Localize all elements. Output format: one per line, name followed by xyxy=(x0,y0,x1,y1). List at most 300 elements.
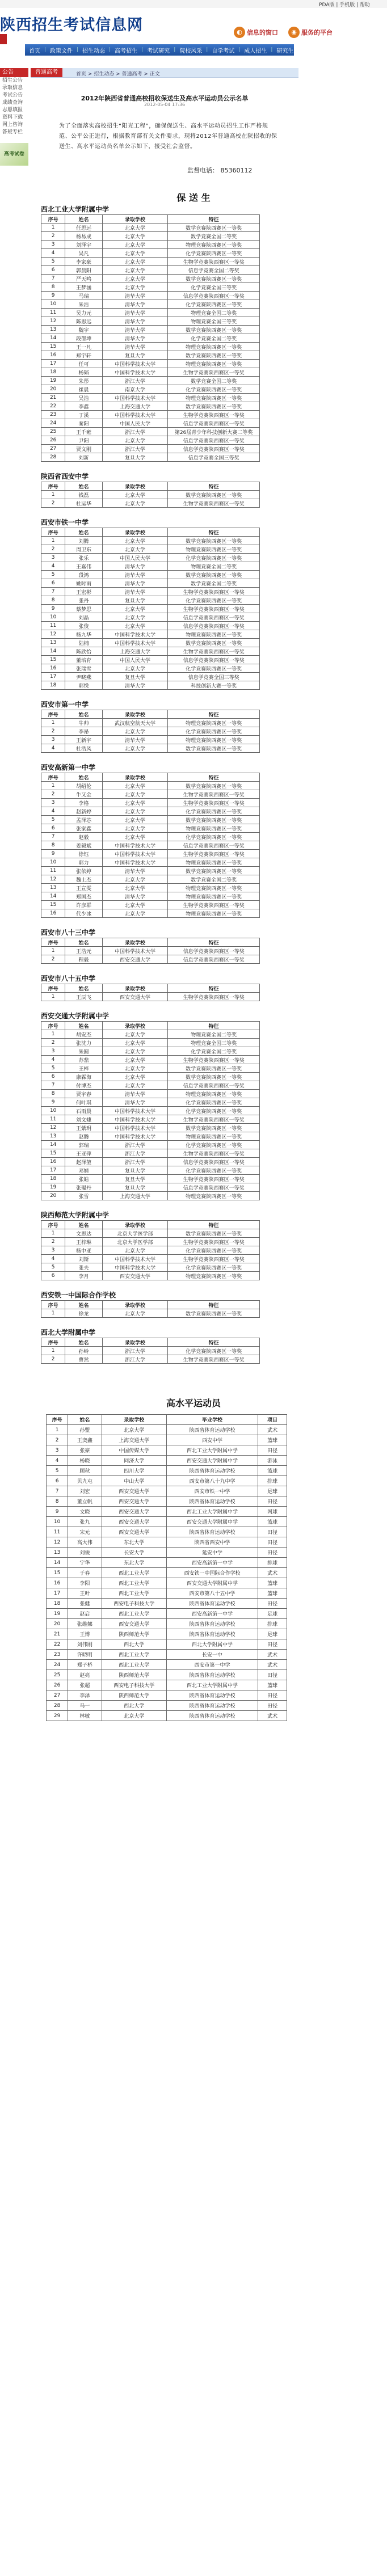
data-table xyxy=(41,1021,260,1200)
table-cell: 2 xyxy=(41,790,65,799)
table-cell: 田径 xyxy=(258,1639,287,1650)
table-cell: 1 xyxy=(41,719,65,727)
table-cell: 信息学竞赛陕西赛区一等奖 xyxy=(168,292,260,300)
table-cell: 复旦大学 xyxy=(102,453,168,462)
table-cell: 田径 xyxy=(258,1690,287,1701)
table-cell: 清华大学 xyxy=(102,588,168,596)
table-cell: 信息学竞赛陕西赛区一等奖 xyxy=(168,622,260,630)
table-row xyxy=(41,673,260,681)
column-header: 录取学校 xyxy=(102,938,168,947)
table-cell: 北京大学 xyxy=(102,816,168,824)
table-cell: 胡绍伦 xyxy=(65,782,102,790)
table-cell: 延安中学 xyxy=(166,1548,258,1558)
table-cell: 王千雍 xyxy=(65,428,102,436)
table-cell: 中国科学技术大学 xyxy=(102,1132,168,1141)
table-cell: 中国科学技术大学 xyxy=(102,639,168,647)
table-cell: 西安市铁一中学 xyxy=(166,1486,258,1496)
table-row xyxy=(41,266,260,275)
table-cell: 西安交通大学附属中学 xyxy=(166,1517,258,1527)
table-cell: 物理竞赛全国三等奖 xyxy=(168,317,260,326)
nav-item[interactable]: 研究生 xyxy=(276,48,294,54)
table-cell: 化学竞赛陕西赛区一等奖 xyxy=(168,554,260,562)
table-cell: 西北大学 xyxy=(102,1639,166,1650)
site-logo-title[interactable]: 陕西招生考试信息网 xyxy=(0,16,143,34)
table-row xyxy=(41,909,260,918)
table-row xyxy=(41,579,260,588)
table-cell: 西北工业大学 xyxy=(102,1578,166,1588)
table-cell: 14 xyxy=(41,1141,65,1149)
table-cell: 数学竞赛陕西赛区一等奖 xyxy=(168,1229,260,1238)
table-cell: 26 xyxy=(47,1680,68,1690)
table-cell: 张九 xyxy=(68,1517,102,1527)
content-tab[interactable]: 普通高考 xyxy=(31,68,62,77)
table-cell: 生物学竞赛陕西赛区一等奖 xyxy=(168,1115,260,1124)
table-cell: 北京大学 xyxy=(102,1056,168,1064)
nav-item[interactable]: 高考招生 xyxy=(115,48,138,54)
table-cell: 王紫玥 xyxy=(65,1124,102,1132)
sidebar-item[interactable]: 成绩查询 xyxy=(2,100,23,106)
table-row xyxy=(41,411,260,419)
table-cell: 北京大学 xyxy=(102,833,168,841)
table-row xyxy=(41,605,260,613)
table-cell: 上海交通大学 xyxy=(102,1435,166,1445)
table-cell: 刘腾 xyxy=(65,537,102,545)
table-cell: 张家鑫 xyxy=(65,824,102,833)
table-cell: 复旦大学 xyxy=(102,1183,168,1192)
column-header: 序号 xyxy=(41,1022,65,1030)
table-row xyxy=(41,1030,260,1039)
nav-item[interactable]: 成人招生 xyxy=(244,48,267,54)
table-cell: 浙江大学 xyxy=(102,377,168,385)
table-cell: 许晓明 xyxy=(68,1650,102,1660)
table-cell: 物理竞赛全国二等奖 xyxy=(168,1030,260,1039)
table-cell: 6 xyxy=(41,266,65,275)
table-cell: 物理竞赛陕西赛区一等奖 xyxy=(168,719,260,727)
table-cell: 生物学竞赛陕西赛区一等奖 xyxy=(168,605,260,613)
table-cell: 浙江大学 xyxy=(102,1141,168,1149)
table-cell: 苏鼎 xyxy=(65,1056,102,1064)
table-cell: 陈思远 xyxy=(65,317,102,326)
table-cell: 西安交通大学 xyxy=(102,1486,166,1496)
table-row xyxy=(47,1568,287,1578)
article-title: 2012年陕西省普通高校招收保送生及高水平运动员公示名单 xyxy=(81,95,249,102)
table-cell: 清华大学 xyxy=(102,562,168,571)
table-cell: 浙江大学 xyxy=(102,1355,168,1364)
table-cell: 西北工业大学 xyxy=(102,1588,166,1599)
table-row xyxy=(41,744,260,753)
column-header: 序号 xyxy=(41,215,65,224)
table-row xyxy=(41,1192,260,1200)
table-row xyxy=(41,1255,260,1263)
sidebar-list xyxy=(0,77,28,136)
table-cell: 生物学竞赛陕西赛区一等奖 xyxy=(168,368,260,377)
content-header xyxy=(31,68,298,78)
table-cell: 9 xyxy=(47,1507,68,1517)
slogan-window-text: 信息的窗口 xyxy=(247,29,278,36)
table-row xyxy=(41,841,260,850)
table-cell: 物理竞赛全国二等奖 xyxy=(168,562,260,571)
table-cell: 张依婷 xyxy=(65,867,102,875)
table-cell: 18 xyxy=(41,368,65,377)
table-cell: 17 xyxy=(41,360,65,368)
table-cell: 于春 xyxy=(68,1568,102,1578)
sidebar xyxy=(0,68,28,166)
table-cell: 生物学竞赛陕西赛区一等奖 xyxy=(168,993,260,1001)
table-cell: 郑国杰 xyxy=(65,892,102,901)
table-cell: 4 xyxy=(41,562,65,571)
table-row xyxy=(47,1588,287,1599)
data-table xyxy=(41,1220,260,1280)
table-cell: 8 xyxy=(41,1090,65,1098)
column-header: 录取学校 xyxy=(102,528,168,537)
table-cell: 徐龙 xyxy=(65,1309,102,1318)
table-cell: 贝九屯 xyxy=(68,1476,102,1486)
column-header: 姓名 xyxy=(65,710,102,719)
table-cell: 李家豪 xyxy=(65,258,102,266)
table-cell: 北京大学 xyxy=(102,1030,168,1039)
table-cell: 篮球 xyxy=(258,1578,287,1588)
table-cell: 丁溪 xyxy=(65,411,102,419)
table-cell: 西安电子科技大学 xyxy=(102,1599,166,1609)
table-cell: 贾宇春 xyxy=(65,1090,102,1098)
table-row xyxy=(41,1039,260,1047)
school-title: 西北大学附属中学 xyxy=(41,1329,96,1337)
table-row xyxy=(41,428,260,436)
table-cell: 18 xyxy=(41,681,65,690)
sidebar-item[interactable]: 志愿填报 xyxy=(2,107,23,113)
table-row xyxy=(41,901,260,909)
table-row xyxy=(47,1680,287,1690)
sidebar-item[interactable]: 招生公告 xyxy=(2,78,23,83)
table-cell: 西安市第八十五中学 xyxy=(166,1588,258,1599)
table-cell: 西安交通大学附属中学 xyxy=(166,1456,258,1466)
nav-item[interactable]: 政策文件 xyxy=(50,48,73,54)
sidebar-header: 公告 xyxy=(0,68,28,77)
table-cell: 物理竞赛陕西赛区一等奖 xyxy=(168,360,260,368)
table-cell: 浙江大学 xyxy=(102,428,168,436)
table-cell: 胡安杰 xyxy=(65,1030,102,1039)
table-cell: 16 xyxy=(41,664,65,673)
table-cell: 魏宇 xyxy=(65,326,102,334)
school-title: 陕西省西安中学 xyxy=(41,473,89,480)
table-cell: 生物学竞赛陕西赛区一等奖 xyxy=(168,499,260,508)
data-table xyxy=(41,984,260,1001)
table-cell: 15 xyxy=(41,343,65,351)
table-cell: 物理竞赛陕西赛区一等奖 xyxy=(168,858,260,867)
table-cell: 牛又金 xyxy=(65,790,102,799)
table-row xyxy=(41,588,260,596)
table-header-row xyxy=(41,938,260,947)
table-cell: 吴力元 xyxy=(65,309,102,317)
table-cell: 北京大学 xyxy=(102,1073,168,1081)
data-table xyxy=(41,710,260,753)
table-cell: 陕西师范大学 xyxy=(102,1670,166,1680)
table-cell: 生物学竞赛陕西赛区一等奖 xyxy=(168,901,260,909)
table-cell: 姜毅斌 xyxy=(65,841,102,850)
table-cell: 信息学竞赛全国二等奖 xyxy=(168,266,260,275)
table-cell: 陕西省西安中学 xyxy=(166,1537,258,1548)
nav-item[interactable]: 自学考试 xyxy=(212,48,235,54)
table-cell: 陕西省体育运动学校 xyxy=(166,1701,258,1711)
table-row xyxy=(47,1435,287,1445)
table-cell: 物理竞赛陕西赛区一等奖 xyxy=(168,1090,260,1098)
table-cell: 杨晓 xyxy=(68,1456,102,1466)
table-cell: 科技创新大赛一等奖 xyxy=(168,681,260,690)
table-row xyxy=(47,1558,287,1568)
column-header: 姓名 xyxy=(65,1221,102,1229)
table-cell: 12 xyxy=(41,1124,65,1132)
table-cell: 化学竞赛陕西赛区一等奖 xyxy=(168,1263,260,1272)
table-cell: 清华大学 xyxy=(102,867,168,875)
table-cell: 物理竞赛陕西赛区一等奖 xyxy=(168,343,260,351)
table-cell: 12 xyxy=(41,630,65,639)
table-row xyxy=(41,639,260,647)
table-cell: 清华大学 xyxy=(102,579,168,588)
table-cell: 化学竞赛陕西赛区一等奖 xyxy=(168,385,260,394)
table-row xyxy=(41,499,260,508)
table-row xyxy=(41,816,260,824)
table-cell: 东北大学 xyxy=(102,1537,166,1548)
table-cell: 林敏 xyxy=(68,1711,102,1721)
table-cell: 5 xyxy=(41,571,65,579)
table-cell: 张瑞雪 xyxy=(65,664,102,673)
nav-item[interactable]: 院校风采 xyxy=(179,48,203,54)
column-header: 姓名 xyxy=(65,215,102,224)
table-row xyxy=(41,1098,260,1107)
table-row xyxy=(41,360,260,368)
table-cell: 西北工业大学附属中学 xyxy=(166,1445,258,1456)
column-header: 录取学校 xyxy=(102,710,168,719)
table-cell: 11 xyxy=(41,1115,65,1124)
table-cell: 篮球 xyxy=(258,1588,287,1599)
table-cell: 生物学竞赛陕西赛区一等奖 xyxy=(168,1355,260,1364)
table-cell: 物理竞赛陕西赛区一等奖 xyxy=(168,545,260,554)
table-cell: 李鑫 xyxy=(65,402,102,411)
sidebar-item[interactable]: 答疑专栏 xyxy=(2,129,23,135)
column-header: 特征 xyxy=(168,710,260,719)
table-cell: 20 xyxy=(47,1619,68,1629)
table-row xyxy=(41,622,260,630)
table-row xyxy=(47,1486,287,1496)
table-cell: 南京大学 xyxy=(102,385,168,394)
table-cell: 化学竞赛陕西赛区一等奖 xyxy=(168,1347,260,1355)
table-row xyxy=(41,664,260,673)
table-cell: 西安交通大学 xyxy=(102,1496,166,1507)
table-cell: 中国科学技术大学 xyxy=(102,368,168,377)
main-nav xyxy=(25,44,294,56)
table-cell: 武汉航空航天大学 xyxy=(102,719,168,727)
table-header-row xyxy=(47,1415,287,1425)
column-header: 录取学校 xyxy=(102,1415,166,1425)
table-cell: 杨韬 xyxy=(65,368,102,377)
table-cell: 9 xyxy=(41,850,65,858)
table-row xyxy=(41,1115,260,1124)
sidebar-item[interactable]: 网上咨询 xyxy=(2,122,23,128)
table-cell: 复旦大学 xyxy=(102,596,168,605)
table-row xyxy=(41,1056,260,1064)
table-cell: 22 xyxy=(41,402,65,411)
nav-separator: | xyxy=(77,47,79,53)
table-cell: 数学竞赛全国二等奖 xyxy=(168,875,260,884)
nav-item[interactable]: 招生动态 xyxy=(82,48,106,54)
table-cell: 西北工业大学 xyxy=(102,1568,166,1578)
school-title: 西北工业大学附属中学 xyxy=(41,205,110,213)
table-cell: 贾文刚 xyxy=(65,445,102,453)
table-cell: 东北大学 xyxy=(102,1558,166,1568)
table-cell: 北京大学 xyxy=(102,799,168,807)
table-row xyxy=(41,1229,260,1238)
table-row xyxy=(41,824,260,833)
table-cell: 信息学竞赛陕西赛区一等奖 xyxy=(168,1081,260,1090)
table-cell: 物理竞赛陕西赛区一等奖 xyxy=(168,824,260,833)
table-cell: 董培育 xyxy=(65,656,102,664)
table-cell: 信息学竞赛陕西赛区一等奖 xyxy=(168,947,260,955)
table-cell: 田径 xyxy=(258,1670,287,1680)
table-cell: 排球 xyxy=(258,1619,287,1629)
table-cell: 顾秋 xyxy=(68,1466,102,1476)
table-cell: 物理竞赛陕西赛区一等奖 xyxy=(168,884,260,892)
table-cell: 中国科学技术大学 xyxy=(102,1115,168,1124)
table-cell: 4 xyxy=(41,744,65,753)
table-cell: 数学竞赛陕西赛区一等奖 xyxy=(168,224,260,232)
table-row xyxy=(47,1578,287,1588)
table-cell: 张皓 xyxy=(65,1175,102,1183)
table-row xyxy=(41,1064,260,1073)
table-cell: 4 xyxy=(41,249,65,258)
table-cell: 数学竞赛全国二等奖 xyxy=(168,232,260,241)
table-row xyxy=(41,833,260,841)
table-cell: 北京大学 xyxy=(102,790,168,799)
top-links[interactable]: PDA版 | 手机版 | 帮助 xyxy=(319,2,370,8)
table-row xyxy=(41,351,260,360)
table-cell: 北京大学 xyxy=(102,1309,168,1318)
table-cell: 田径 xyxy=(258,1537,287,1548)
table-cell: 25 xyxy=(41,428,65,436)
table-cell: 2 xyxy=(41,727,65,736)
table-cell: 北京大学 xyxy=(102,499,168,508)
table-cell: 4 xyxy=(47,1456,68,1466)
table-cell: 3 xyxy=(41,736,65,744)
table-cell: 北京大学 xyxy=(102,744,168,753)
table-cell: 中国科学技术大学 xyxy=(102,360,168,368)
table-cell: 西安高新第一中学 xyxy=(166,1609,258,1619)
table-cell: 数学竞赛陕西赛区一等奖 xyxy=(168,402,260,411)
table-cell: 5 xyxy=(41,1263,65,1272)
table-row xyxy=(41,613,260,622)
table-cell: 23 xyxy=(41,411,65,419)
column-header: 序号 xyxy=(41,938,65,947)
table-row xyxy=(41,402,260,411)
table-row xyxy=(41,537,260,545)
table-cell: 刘新 xyxy=(65,453,102,462)
table-cell: 28 xyxy=(41,453,65,462)
table-cell: 3 xyxy=(41,1246,65,1255)
table-cell: 24 xyxy=(41,419,65,428)
table-cell: 上海交通大学 xyxy=(102,1192,168,1200)
table-cell: 西安交通大学 xyxy=(102,1517,166,1527)
table-cell: 武术 xyxy=(258,1650,287,1660)
table-cell: 中国科学技术大学 xyxy=(102,1124,168,1132)
table-cell: 清华大学 xyxy=(102,326,168,334)
table-cell: 17 xyxy=(41,1166,65,1175)
table-cell: 田径 xyxy=(258,1496,287,1507)
slogan-platform xyxy=(288,27,333,38)
table-cell: 朱彤 xyxy=(65,377,102,385)
table-row xyxy=(47,1445,287,1456)
table-cell: 上海交通大学 xyxy=(102,647,168,656)
table-cell: 数学竞赛陕西赛区一等奖 xyxy=(168,537,260,545)
table-cell: 生物学竞赛陕西赛区一等奖 xyxy=(168,1056,260,1064)
table-cell: 16 xyxy=(41,1158,65,1166)
school-title: 西安市第一中学 xyxy=(41,701,89,709)
table-row xyxy=(41,807,260,816)
table-cell: 王新宇 xyxy=(65,736,102,744)
table-row xyxy=(47,1629,287,1639)
table-cell: 西安电子科技大学 xyxy=(102,1680,166,1690)
table-cell: 陕西省体育运动学校 xyxy=(166,1629,258,1639)
table-cell: 北京大学 xyxy=(102,664,168,673)
table-cell: 信息学竞赛陕西赛区一等奖 xyxy=(168,841,260,850)
table-cell: 程毅 xyxy=(65,955,102,964)
table-row xyxy=(41,562,260,571)
table-cell: 生物学竞赛陕西赛区一等奖 xyxy=(168,258,260,266)
table-row xyxy=(41,317,260,326)
table-cell: 赵泽堃 xyxy=(65,1158,102,1166)
table-cell: 北京大学 xyxy=(102,613,168,622)
table-cell: 28 xyxy=(47,1701,68,1711)
nav-item[interactable]: 首页 xyxy=(29,48,40,54)
table-cell: 清华大学 xyxy=(102,892,168,901)
sidebar-item[interactable]: 考试公告 xyxy=(2,92,23,98)
table-row xyxy=(41,385,260,394)
table-header-row xyxy=(41,773,260,782)
table-cell: 信息学竞赛陕西赛区一等奖 xyxy=(168,419,260,428)
table-cell: 牛帅 xyxy=(65,719,102,727)
table-cell: 8 xyxy=(41,283,65,292)
table-cell: 张丹 xyxy=(65,596,102,605)
table-cell: 16 xyxy=(41,909,65,918)
table-cell: 2 xyxy=(41,1039,65,1047)
table-cell: 刘俊 xyxy=(68,1548,102,1558)
table-row xyxy=(41,1090,260,1098)
sidebar-item[interactable]: 录取信息 xyxy=(2,85,23,91)
table-row xyxy=(41,596,260,605)
article-meta: 2012-05-04 17:36 xyxy=(144,102,186,107)
table-cell: 徐钰 xyxy=(65,850,102,858)
table-cell: 西安市第八十九中学 xyxy=(166,1476,258,1486)
table-cell: 李格 xyxy=(65,799,102,807)
table-cell: 生物学竞赛陕西赛区一等奖 xyxy=(168,790,260,799)
table-row xyxy=(47,1599,287,1609)
table-cell: 26 xyxy=(41,436,65,445)
table-cell: 10 xyxy=(47,1517,68,1527)
sidebar-item[interactable]: 资料下载 xyxy=(2,115,23,120)
table-cell: 清华大学 xyxy=(102,309,168,317)
nav-item[interactable]: 考试研究 xyxy=(147,48,170,54)
table-cell: 1 xyxy=(41,1309,65,1318)
table-cell: 西安中学 xyxy=(166,1435,258,1445)
table-cell: 陕西省体育运动学校 xyxy=(166,1690,258,1701)
school-title: 西安铁一中国际合作学校 xyxy=(41,1291,116,1299)
table-cell: 郭瑞 xyxy=(65,1141,102,1149)
table-cell: 物理竞赛陕西赛区一等奖 xyxy=(168,892,260,901)
table-cell: 数学竞赛全国二等奖 xyxy=(168,579,260,588)
table-row xyxy=(41,790,260,799)
table-cell: 化学竞赛陕西赛区一等奖 xyxy=(168,1098,260,1107)
sidebar-badge[interactable]: 高考试卷 xyxy=(0,143,28,166)
table-cell: 生物学竞赛陕西赛区一等奖 xyxy=(168,411,260,419)
column-header: 特征 xyxy=(168,1221,260,1229)
